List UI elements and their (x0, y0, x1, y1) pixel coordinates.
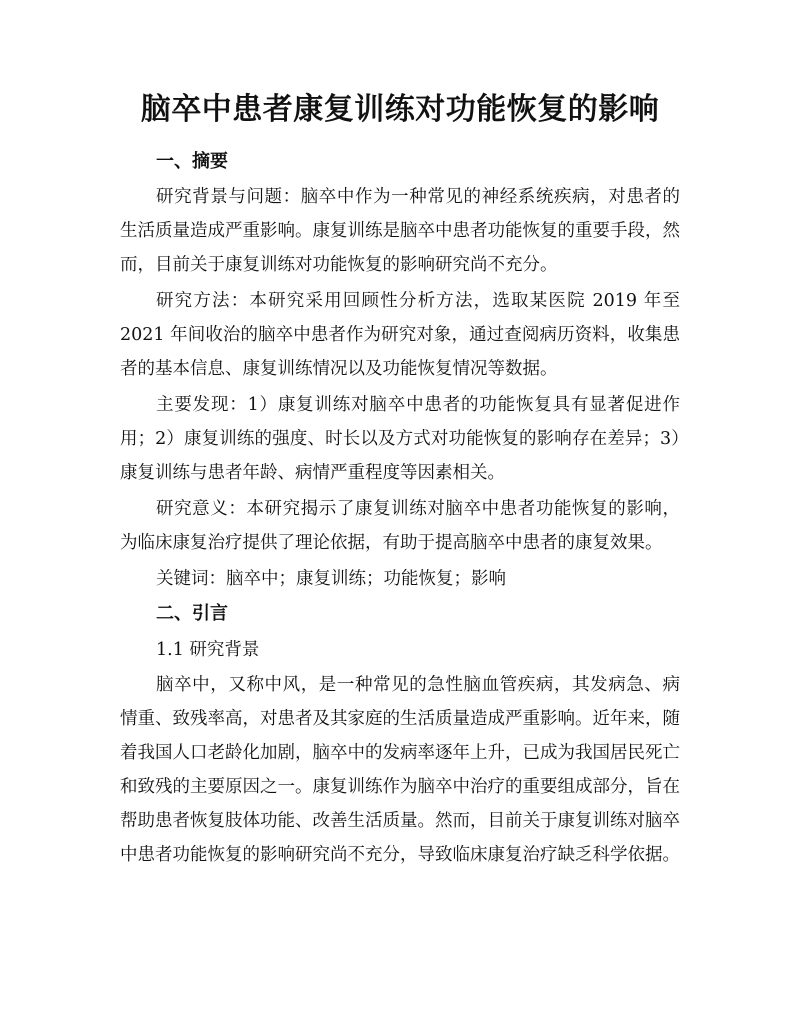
research-background-subheading: 1.1 研究背景 (156, 640, 260, 660)
introduction-heading: 二、引言 (156, 603, 228, 624)
abstract-background-paragraph: 研究背景与问题：脑卒中作为一种常见的神经系统疾病，对患者的生活质量造成严重影响。康复训练是脑卒中患者功能恢复的重要手段，然而，目前关于康复训练对功能恢复的影响研究尚不充分。 (120, 187, 680, 275)
abstract-methods-paragraph: 研究方法：本研究采用回顾性分析方法，选取某医院 2019 年至 2021 年间收治的脑卒中患者作为研究对象，通过查阅病历资料，收集患者的基本信息、康复训练情况以及功能恢复情况等数据。 (120, 291, 680, 379)
introduction-paragraph: 脑卒中，又称中风，是一种常见的急性脑血管疾病，其发病急、病情重、致残率高，对患者及其家庭的生活质量造成严重影响。近年来，随着我国人口老龄化加剧，脑卒中的发病率逐年上升，已成为我国居民死亡和致残的主要原因之一。康复训练作为脑卒中治疗的重要组成部分，旨在帮助患者恢复肢体功能、改善生活质量。然而，目前关于康复训练对脑卒中患者功能恢复的影响研究尚不充分，导致临床康复治疗缺乏科学依据。 (120, 675, 680, 865)
abstract-heading: 一、摘要 (156, 151, 228, 172)
document-title: 脑卒中患者康复训练对功能恢复的影响 (140, 92, 660, 127)
abstract-significance-paragraph: 研究意义：本研究揭示了康复训练对脑卒中患者功能恢复的影响，为临床康复治疗提供了理论依据，有助于提高脑卒中患者的康复效果。 (120, 499, 680, 553)
abstract-keywords: 关键词：脑卒中；康复训练；功能恢复；影响 (156, 569, 506, 589)
abstract-findings-paragraph: 主要发现：1）康复训练对脑卒中患者的功能恢复具有显著促进作用；2）康复训练的强度、时长以及方式对功能恢复的影响存在差异；3）康复训练与患者年龄、病情严重程度等因素相关。 (120, 395, 680, 483)
